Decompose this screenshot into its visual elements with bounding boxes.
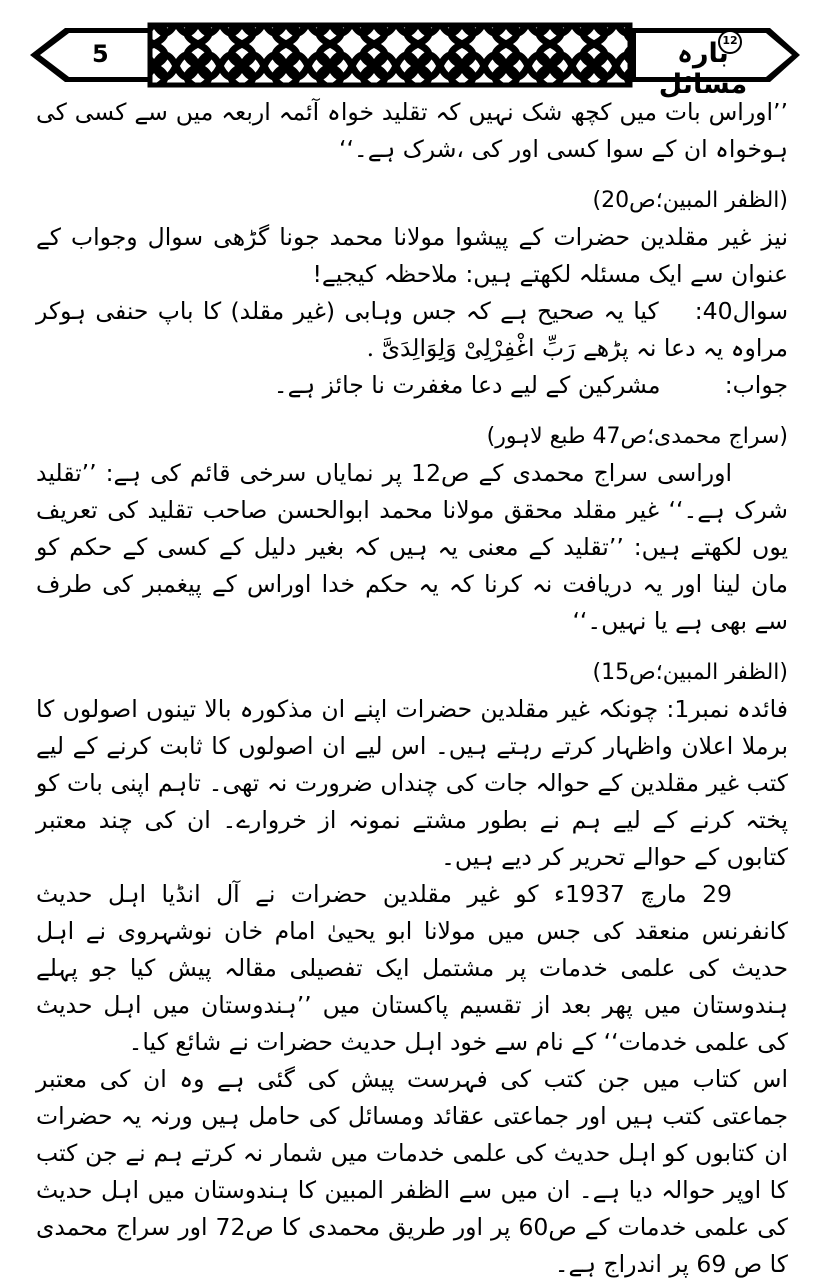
benefit-text: چونکہ غیر مقلدین حضرات اپنے ان مذکورہ بالا تینوں اصولوں کا برملا اعلان واظہار کرتے رہتے ہیں۔ اس لیے ان اصولوں کا ثابت کرنے کے لیے کتب غیر مقلدین کے حوالہ جات کی چنداں ضرورت نہ تھی۔ تاہم اپنی بات کو پختہ کرنے کے لیے ہم نے بطور مشتے نمونہ از خروارے۔ ان کی چند معتبر کتابوں کے حوالے تحریر کر دیے ہیں۔ [36, 695, 788, 871]
question-paragraph [36, 293, 788, 367]
body-paragraph: 29 مارچ 1937ء کو غیر مقلدین حضرات نے آل انڈیا اہل حدیث کانفرنس منعقد کی جس میں مولانا ابو یحییٰ امام خان نوشہروی نے اہل حدیث کی علمی خدمات پر مشتمل ایک تفصیلی مقالہ پیش کیا جو پہلے ہندوستان میں پھر بعد از تقسیم پاکستان میں ’’ہندوستان میں اہل حدیث کی علمی خدمات‘‘ کے نام سے خود اہل حدیث حضرات نے شائع کیا۔ [36, 880, 788, 1056]
quoted-passage: ’’اوراس بات میں کچھ شک نہیں کہ تقلید خواہ آئمہ اربعہ میں سے کسی کی ہوخواہ ان کے سوا کسی اور کی ،شرک ہے۔‘‘ [36, 98, 788, 163]
book-title: بارہ مسائل [658, 38, 748, 100]
citation-reference: (الظفر المبین؛ص15) [592, 660, 788, 685]
answer-paragraph [36, 367, 788, 404]
body-paragraph: اوراسی سراج محمدی کے ص12 پر نمایاں سرخی قائم کی ہے: ’’تقلید شرک ہے۔‘‘ غیر مقلد محقق مولانا محمد ابوالحسن صاحب تقلید کی تعریف یوں لکھتے ہیں: ’’تقلید کے معنی یہ ہیں کہ بغیر دلیل کے کسی کے حکم کو مان لینا اور یہ دریافت نہ کرنا کہ یہ حکم خدا اوراس کے پیغمبر کی طرف سے بھی ہے یا نہیں۔‘‘ [36, 459, 788, 635]
question-text: کیا یہ صحیح ہے کہ جس وہابی (غیر مقلد) کا باپ حنفی ہوکر مراوہ یہ دعا نہ پڑھے [36, 297, 788, 362]
citation-reference: (الظفر المبین؛ص20) [592, 188, 788, 213]
benefit-label: فائدہ نمبر1: [666, 695, 788, 723]
question-label: سوال40: [694, 297, 789, 325]
body-paragraph: اس کتاب میں جن کتب کی فہرست پیش کی گئی ہے وہ ان کی معتبر جماعتی کتب ہیں اور جماعتی عقائد ومسائل کی حامل ہیں ورنہ یہ حضرات ان کتابوں کو اہل حدیث کی علمی خدمات میں شمار نہ کرتے ہم نے جن کتب کا اوپر حوالہ دیا ہے۔ ان میں سے الظفر المبین کا ہندوستان میں اہل حدیث کی علمی خدمات کے ص60 پر اور طریق محمدی کا ص72 اور سراج محمدی کا ص 69 پر اندراج ہے۔ [36, 1065, 788, 1278]
page-header [0, 0, 825, 100]
page-number: 5 [92, 40, 109, 68]
benefit-paragraph [36, 691, 788, 876]
page-body [36, 94, 788, 1283]
body-paragraph: نیز غیر مقلدین حضرات کے پیشوا مولانا محمد جونا گڑھی سوال وجواب کے عنوان سے ایک مسئلہ لکھتے ہیں: ملاحظہ کیجیے! [36, 223, 788, 288]
title-badge: 12 [722, 34, 738, 47]
answer-text: مشرکین کے لیے دعا مغفرت نا جائز ہے۔ [273, 371, 661, 399]
citation-reference: (سراج محمدی؛ص47 طبع لاہور) [486, 424, 788, 449]
answer-label: جواب: [724, 371, 788, 399]
arabic-prayer: رَبِّ اغْفِرْلِیْ وَلِوَالِدَیَّ . [366, 334, 576, 362]
